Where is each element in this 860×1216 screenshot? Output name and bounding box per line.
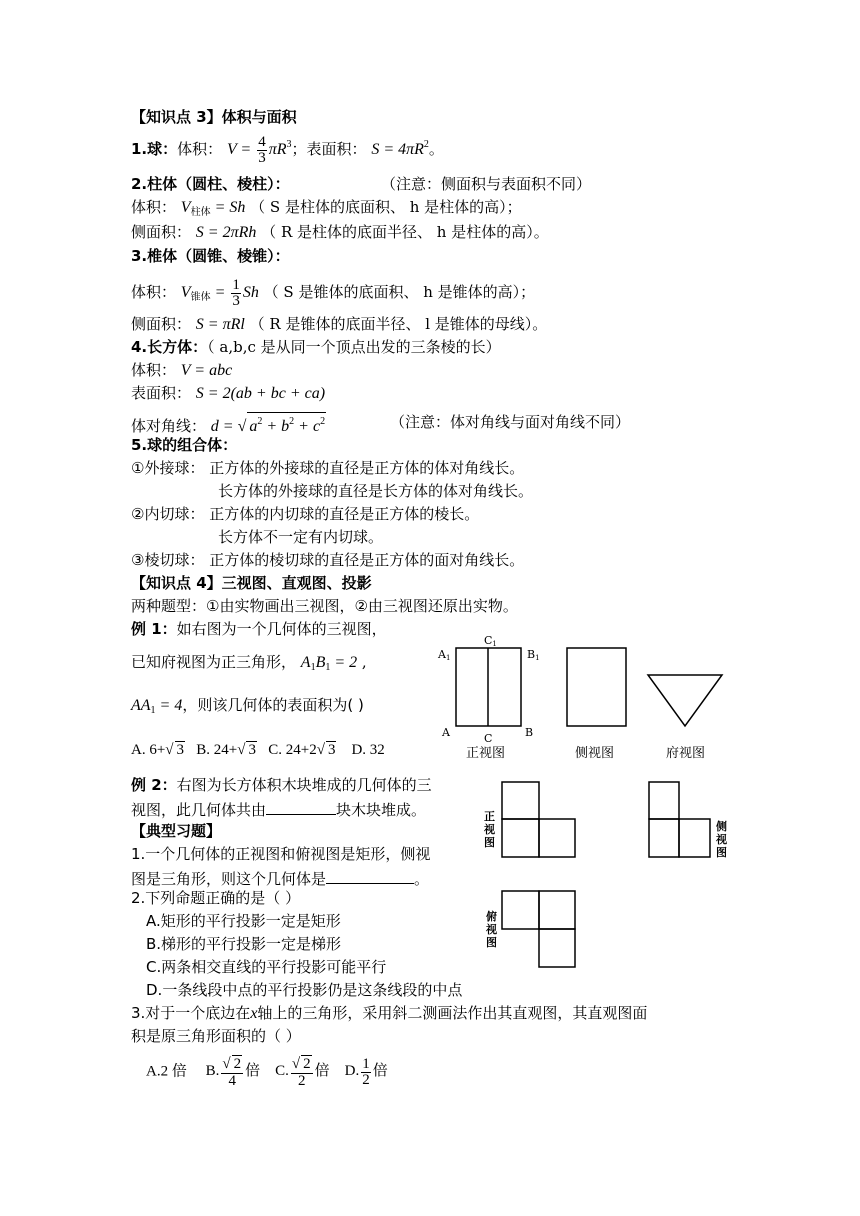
- ex1-text2: 已知府视图为正三角形，: [131, 653, 297, 671]
- q3-text1c: 轴上的三角形，采用斜二测画法作出其直观图，其直观图面: [257, 1004, 648, 1022]
- sphere-label: 1.球：: [131, 140, 178, 159]
- ex1-option-d[interactable]: D. 32: [351, 742, 385, 758]
- caption-top-view: 府视图: [666, 746, 706, 761]
- ex2-text2b: 块木块堆成。: [336, 801, 427, 819]
- combo-item-3: ③棱切球： 正方体的棱切球的直径是正方体的面对角线长。: [131, 551, 525, 569]
- ex1-line3: [131, 695, 364, 721]
- prism-note: （注意：侧面积与表面积不同）: [381, 175, 592, 193]
- q1-line1: 1.一个几何体的正视图和俯视图是矩形，侧视: [131, 845, 431, 863]
- ex1-a1b1-formula: $A_1B_1 = 2$: [300, 654, 358, 673]
- label-a1: A1: [438, 648, 451, 662]
- combo-item-2b: 长方体不一定有内切球。: [218, 528, 384, 546]
- ex2-label: 例 2：: [131, 776, 177, 794]
- fig2-front-label: 正视图: [484, 810, 495, 849]
- prism-volume-desc: （ S 是柱体的底面积、 h 是柱体的高）；: [250, 198, 522, 216]
- q1-answer-blank[interactable]: [326, 867, 414, 884]
- ex1-option-c[interactable]: C. 24+2√ 3: [268, 742, 336, 758]
- ex1-options: [131, 740, 385, 760]
- q1-line2: [131, 867, 429, 889]
- prism-side-label: 侧面积：: [131, 223, 192, 241]
- combo-item-1b: 长方体的外接球的直径是长方体的体对角线长。: [218, 482, 534, 500]
- box-label: 4.长方体：: [131, 338, 208, 356]
- label-c: C: [484, 732, 493, 745]
- prism-side-line: [131, 222, 549, 243]
- ex2-block-views-figure: [480, 778, 740, 973]
- box-volume-formula: V = abc: [180, 362, 233, 379]
- ex2-line1: [131, 775, 432, 795]
- sphere-area-formula: $S = 4\pi R^2$: [371, 139, 429, 159]
- q3-x-var: x: [250, 1005, 258, 1022]
- cone-volume-line: [131, 278, 535, 309]
- sphere-formula-line: [131, 135, 444, 166]
- section-heading-kp4: 【知识点 4】三视图、直观图、投影: [131, 574, 372, 592]
- fig2-side-label: 侧视图: [716, 820, 727, 859]
- sphere-end: 。: [428, 140, 444, 159]
- cone-side-line: [131, 314, 547, 335]
- label-b: B: [525, 726, 534, 739]
- ex1-option-a[interactable]: A. 6+√ 3: [131, 742, 185, 758]
- cone-volume-formula: $V_{锥体}$ = $\frac{1}{3}$ Sh: [180, 277, 259, 309]
- ex2-text1: 右图为长方体积木块堆成的几何体的三: [176, 776, 432, 794]
- cone-side-formula: S = πRl: [195, 316, 245, 333]
- sphere-volume-label: 体积：: [177, 140, 223, 159]
- sphere-volume-formula: V = $\frac{4}{3}$ $\pi R^3$: [226, 134, 292, 166]
- box-volume-label: 体积：: [131, 361, 177, 379]
- box-heading-line: [131, 337, 501, 357]
- q2-option-c[interactable]: C.两条相交直线的平行投影可能平行: [146, 958, 387, 976]
- cone-label: 3.椎体（圆锥、棱锥）：: [131, 247, 290, 265]
- box-area-label: 表面积：: [131, 384, 192, 402]
- q2-stem: 2.下列命题正确的是（ ）: [131, 889, 301, 907]
- prism-label: 2.柱体（圆柱、棱柱）：: [131, 175, 290, 193]
- ex1-text3: ，则该几何体的表面积为( ): [182, 696, 364, 714]
- q2-option-d[interactable]: D.一条线段中点的平行投影仍是这条线段的中点: [146, 981, 463, 999]
- ex1-aa1-formula: $AA_1 = 4$: [131, 697, 183, 716]
- prism-side-desc: （ R 是柱体的底面半径、 h 是柱体的高）。: [261, 223, 549, 241]
- cone-volume-desc: （ S 是锥体的底面积、 h 是锥体的高）；: [263, 283, 536, 302]
- cone-side-desc: （ R 是锥体的底面半径、 l 是锥体的母线）。: [249, 315, 548, 333]
- caption-front-view: 正视图: [466, 746, 506, 761]
- combo-label: 5.球的组合体：: [131, 436, 238, 454]
- box-diagonal-line: [131, 412, 326, 437]
- box-area-line: [131, 383, 325, 404]
- q1-text2a: 图是三角形，则这个几何体是: [131, 870, 327, 888]
- sphere-area-label: ；表面积：: [291, 140, 367, 159]
- box-diagonal-label: 体对角线：: [131, 417, 207, 435]
- prism-side-formula: S = 2πRh: [195, 224, 257, 241]
- section-heading-kp3: 【知识点 3】体积与面积: [131, 108, 297, 126]
- q3-line2: 积是原三角形面积的（ ）: [131, 1027, 301, 1045]
- q3-option-b[interactable]: B. $\frac{√ 2}{4}$ 倍: [205, 1056, 261, 1089]
- prism-volume-line: [131, 197, 522, 223]
- q2-option-b[interactable]: B.梯形的平行投影一定是梯形: [146, 935, 342, 953]
- kp4-types: 两种题型：①由实物画出三视图，②由三视图还原出实物。: [131, 597, 518, 615]
- ex1-label: 例 1：: [131, 620, 177, 638]
- ex1-line2: 已知府视图为正三角形， $A_1B_1 = 2$ ,: [131, 653, 367, 673]
- caption-side-view: 侧视图: [575, 746, 615, 761]
- label-a: A: [442, 726, 450, 739]
- q3-line1: [131, 1003, 647, 1024]
- side-view-rect: [567, 648, 626, 726]
- prism-volume-formula: $V_{柱体} = Sh$: [180, 199, 246, 218]
- section-heading-exercises: 【典型习题】: [131, 822, 222, 840]
- q1-text2b: 。: [414, 870, 430, 888]
- box-desc: （ a,b,c 是从同一个顶点出发的三条棱的长）: [207, 338, 501, 356]
- box-volume-line: [131, 360, 232, 381]
- q3-option-d[interactable]: D. $\frac{1}{2}$ 倍: [344, 1055, 388, 1088]
- q3-option-a[interactable]: A.2 倍: [146, 1063, 187, 1080]
- label-c1: C1: [484, 634, 497, 648]
- ex1-text1: 如右图为一个几何体的三视图，: [176, 620, 387, 638]
- box-area-formula: S = 2(ab + bc + ca): [195, 385, 326, 402]
- ex2-text2a: 视图，此几何体共由: [131, 801, 267, 819]
- prism-volume-label: 体积：: [131, 198, 177, 216]
- combo-item-2a: ②内切球： 正方体的内切球的直径是正方体的棱长。: [131, 505, 480, 523]
- combo-item-1a: ①外接球： 正方体的外接球的直径是正方体的体对角线长。: [131, 459, 525, 477]
- ex1-three-views-figure: [430, 628, 750, 768]
- cone-side-label: 侧面积：: [131, 315, 192, 333]
- q2-option-a[interactable]: A.矩形的平行投影一定是矩形: [146, 912, 341, 930]
- label-b1: B1: [527, 648, 540, 662]
- ex2-answer-blank[interactable]: [266, 798, 336, 815]
- q3-options: [146, 1055, 388, 1089]
- ex2-line2: [131, 798, 426, 820]
- box-diagonal-note: （注意：体对角线与面对角线不同）: [390, 413, 631, 431]
- ex1-option-b[interactable]: B. 24+√ 3: [196, 742, 256, 758]
- ex1-line1: [131, 619, 387, 639]
- top-view-triangle: [648, 675, 722, 726]
- box-diagonal-formula: d = √ $a^2 + b^2 + c^2$: [211, 418, 326, 435]
- q3-option-c[interactable]: C. $\frac{√ 2}{2}$ 倍: [275, 1056, 330, 1089]
- q3-text1a: 3.对于一个底边在: [131, 1004, 251, 1022]
- cone-volume-label: 体积：: [131, 283, 177, 302]
- fig2-top-label: 俯视图: [486, 910, 497, 949]
